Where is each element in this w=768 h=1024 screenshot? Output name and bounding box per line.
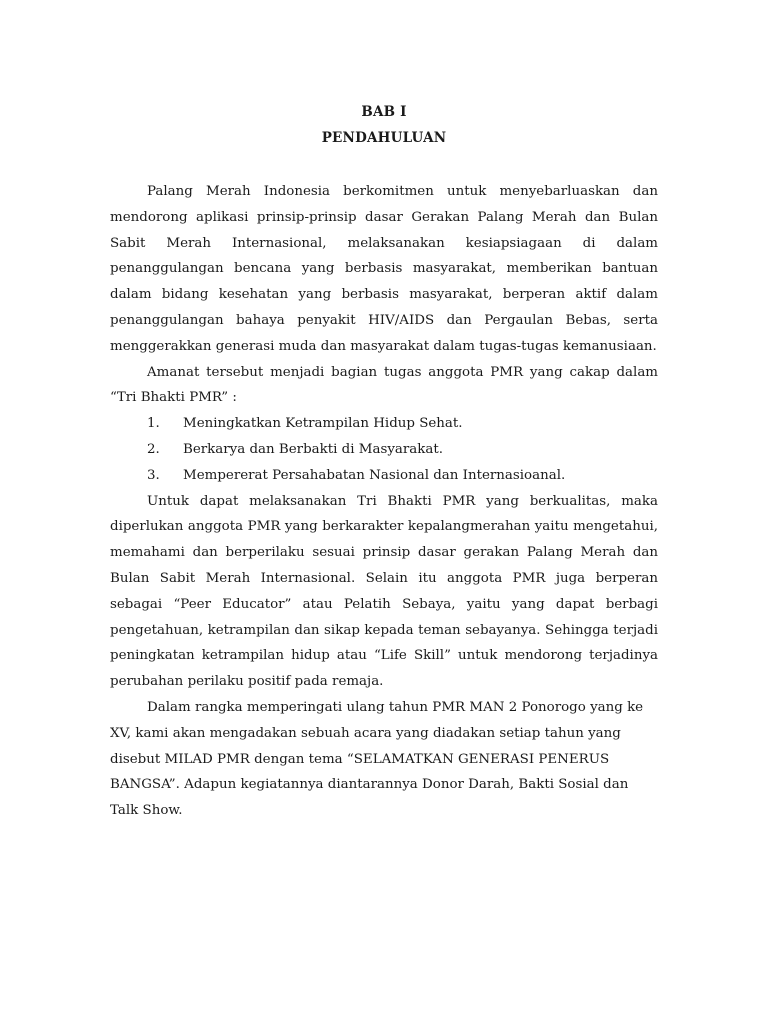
list-item bbox=[110, 411, 658, 437]
tri-bhakti-list bbox=[110, 411, 658, 488]
paragraph-mandate: Amanat tersebut menjadi bagian tugas anggota PMR yang cakap dalam “Tri Bhakti PMR” : bbox=[110, 364, 658, 406]
list-item bbox=[110, 437, 658, 463]
list-item-number: 2. bbox=[147, 441, 160, 457]
body-text bbox=[110, 179, 658, 824]
list-item-text: Mempererat Persahabatan Nasional dan Internasioanal. bbox=[183, 467, 566, 483]
paragraph-intro: Palang Merah Indonesia berkomitmen untuk menyebarluaskan dan mendorong aplikasi prinsip-prinsip dasar Gerakan Palang Merah dan Bulan Sabit Merah Internasional, melaksanakan kesiapsiagaan di dalam penanggulangan bencana yang berbasis masyarakat, memberikan bantuan dalam bidang kesehatan yang berbasis masyarakat, berperan aktif dalam penanggulangan bahaya penyakit HIV/AIDS dan Pergaulan Bebas, serta menggerakkan generasi muda dan masyarakat dalam tugas-tugas kemanusiaan. bbox=[110, 184, 658, 354]
chapter-title: PENDAHULUAN bbox=[321, 130, 447, 146]
paragraph-milad: Dalam rangka memperingati ulang tahun PMR MAN 2 Ponorogo yang ke XV, kami akan mengadakan sebuah acara yang diadakan setiap tahun yang disebut MILAD PMR dengan tema “SELAMATKAN GENERASI PENERUS BANGSA”. Adapun kegiatannya diantarannya Donor Darah, Bakti Sosial dan Talk Show. bbox=[110, 699, 644, 819]
chapter-heading: BAB I bbox=[361, 104, 407, 120]
list-item-text: Berkarya dan Berbakti di Masyarakat. bbox=[183, 441, 444, 457]
list-item-number: 3. bbox=[147, 467, 160, 483]
list-item bbox=[110, 463, 658, 489]
list-item-text: Meningkatkan Ketrampilan Hidup Sehat. bbox=[183, 416, 463, 432]
list-item-number: 1. bbox=[147, 416, 160, 432]
paragraph-quality: Untuk dapat melaksanakan Tri Bhakti PMR yang berkualitas, maka diperlukan anggota PMR yang berkarakter kepalangmerahan yaitu mengetahui, memahami dan berperilaku sesuai prinsip dasar gerakan Palang Merah dan Bulan Sabit Merah Internasional. Selain itu anggota PMR juga berperan sebagai “Peer Educator” atau Pelatih Sebaya, yaitu yang dapat berbagi pengetahuan, ketrampilan dan sikap kepada teman sebayanya. Sehingga terjadi peningkatan ketrampilan hidup atau “Life Skill” untuk mendorong terjadinya perubahan perilaku positif pada remaja. bbox=[110, 493, 658, 690]
